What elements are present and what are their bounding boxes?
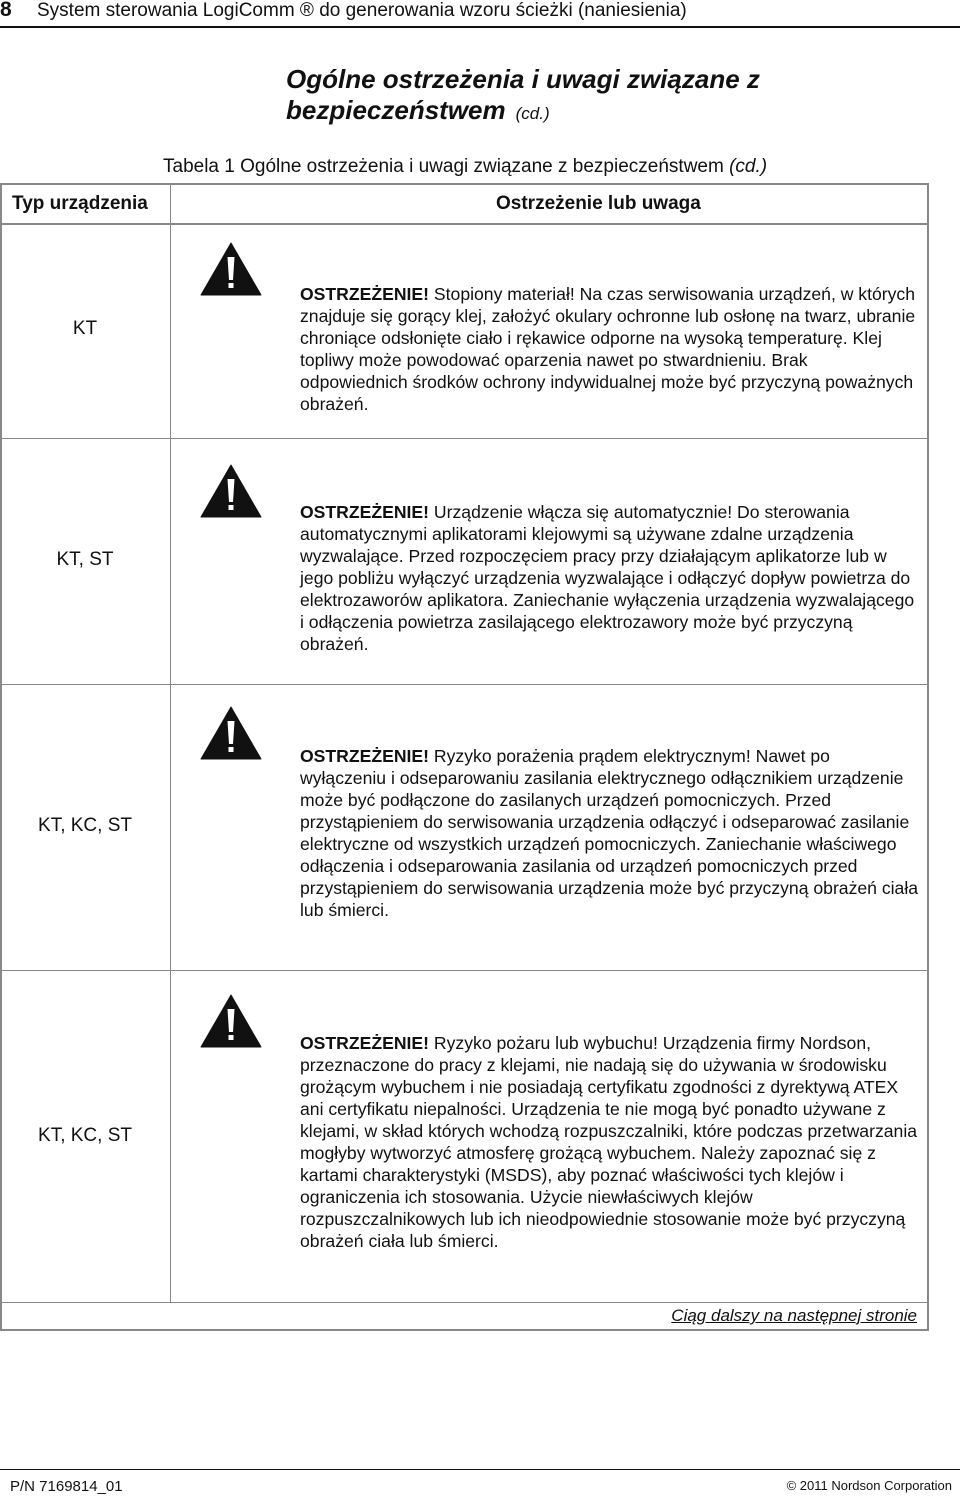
- warning-label: OSTRZEŻENIE!: [300, 746, 430, 766]
- header-rule: [0, 26, 960, 28]
- warning-triangle-icon: [200, 706, 262, 760]
- row-separator: [0, 438, 928, 439]
- row-device-type: KT, KC, ST: [38, 1125, 132, 1146]
- table-top-border: [0, 183, 928, 185]
- row-device-type: KT, ST: [56, 549, 114, 570]
- warning-text: [300, 501, 920, 655]
- column-header-type: Typ urządzenia: [12, 193, 148, 214]
- header-title: System sterowania LogiComm ® do generowania wzoru ścieżki (naniesienia): [37, 0, 687, 21]
- footer-rule: [0, 1469, 960, 1470]
- warning-body: Ryzyko pożaru lub wybuchu! Urządzenia firmy Nordson, przeznaczone do pracy z klejami, nie nadają się do używania w środowisku grożącym wybuchem i nie posiadają certyfikatu zgodności z dyrektywą ATEX ani certyfikatu niepalności. Urządzenia te nie mogą być ponadto używane z klejami, w skład których wchodzą rozpuszczalniki, które podczas przetwarzania mogłyby wytworzyć atmosferę grożącą wybuchem. Należy zapoznać się z kartami charakterystyki (MSDS), aby poznać właściwości tych klejów i ograniczenia ich stosowania. Użycie niewłaściwych klejów rozpuszczalnikowych lub ich nieodpowiednie stosowanie może być przyczyną obrażeń ciała lub śmierci.: [300, 1033, 918, 1251]
- row-separator: [0, 684, 928, 685]
- row-device-type: KT, KC, ST: [38, 815, 132, 836]
- row-device-type: KT: [72, 318, 98, 339]
- section-title-cd: (cd.): [515, 104, 550, 123]
- table-caption: [163, 156, 767, 178]
- page-number: 8: [0, 0, 12, 21]
- section-title-text: Ogólne ostrzeżenia i uwagi związane z bezpieczeństwem: [286, 64, 760, 125]
- table-column-divider: [170, 183, 171, 1303]
- warning-triangle-icon: [200, 242, 262, 296]
- warning-label: OSTRZEŻENIE!: [300, 1033, 430, 1053]
- table-right-border: [927, 183, 929, 1331]
- continued-note: Ciąg dalszy na następnej stronie: [671, 1306, 917, 1325]
- row-separator: [0, 1302, 928, 1303]
- page-header: [0, 0, 960, 30]
- table-caption-cd: (cd.): [729, 156, 768, 177]
- table-left-border: [0, 183, 2, 1331]
- warning-triangle-icon: [200, 464, 262, 518]
- warning-body: Urządzenie włącza się automatycznie! Do sterowania automatycznymi aplikatorami klejowymi są używane zdalne urządzenia wyzwalające. Przed rozpoczęciem pracy przy działającym aplikatorze lub w jego pobliżu wyłączyć urządzenia wyzwalające i odłączyć dopływ powietrza do elektrozaworów aplikatora. Zaniechanie wyłączenia urządzenia wyzwalającego i odłączenia powietrza zasilającego elektrozawory może być przyczyną obrażeń.: [300, 502, 915, 654]
- warning-label: OSTRZEŻENIE!: [300, 502, 430, 522]
- footer-copyright: © 2011 Nordson Corporation: [786, 1478, 952, 1493]
- table-bottom-border: [0, 1329, 928, 1331]
- table-caption-text: Tabela 1 Ogólne ostrzeżenia i uwagi związane z bezpieczeństwem: [163, 156, 724, 177]
- row-separator: [0, 970, 928, 971]
- table-header-border: [0, 223, 928, 225]
- warning-body: Ryzyko porażenia prądem elektrycznym! Nawet po wyłączeniu i odseparowaniu zasilania elektrycznego odłącznikiem urządzenie może być podłączone do zasilanych urządzeń pomocniczych. Przed przystąpieniem do serwisowania urządzenia odłączyć i odseparować zasilanie elektryczne od wszystkich urządzeń pomocniczych. Zaniechanie właściwego odłączenia i odseparowania zasilania od urządzeń pomocniczych przed przystąpieniem do serwisowania urządzenia może być przyczyną obrażeń ciała lub śmierci.: [300, 746, 919, 920]
- section-title: [286, 64, 806, 129]
- warning-text: [300, 283, 920, 415]
- warning-body: Stopiony materiał! Na czas serwisowania urządzeń, w których znajduje się gorący klej, założyć okulary ochronne lub osłonę na twarz, ubranie chroniące odsłonięte ciało i rękawice odporne na wysoką temperaturę. Klej topliwy może powodować oparzenia nawet po stwardnieniu. Brak odpowiednich środków ochrony indywidualnej może być przyczyną poważnych obrażeń.: [300, 284, 916, 414]
- warning-text: [300, 1032, 920, 1252]
- warning-label: OSTRZEŻENIE!: [300, 284, 430, 304]
- column-header-warning: Ostrzeżenie lub uwaga: [496, 193, 701, 214]
- warning-text: [300, 745, 920, 921]
- warning-triangle-icon: [200, 994, 262, 1048]
- footer-part-number: P/N 7169814_01: [10, 1478, 123, 1495]
